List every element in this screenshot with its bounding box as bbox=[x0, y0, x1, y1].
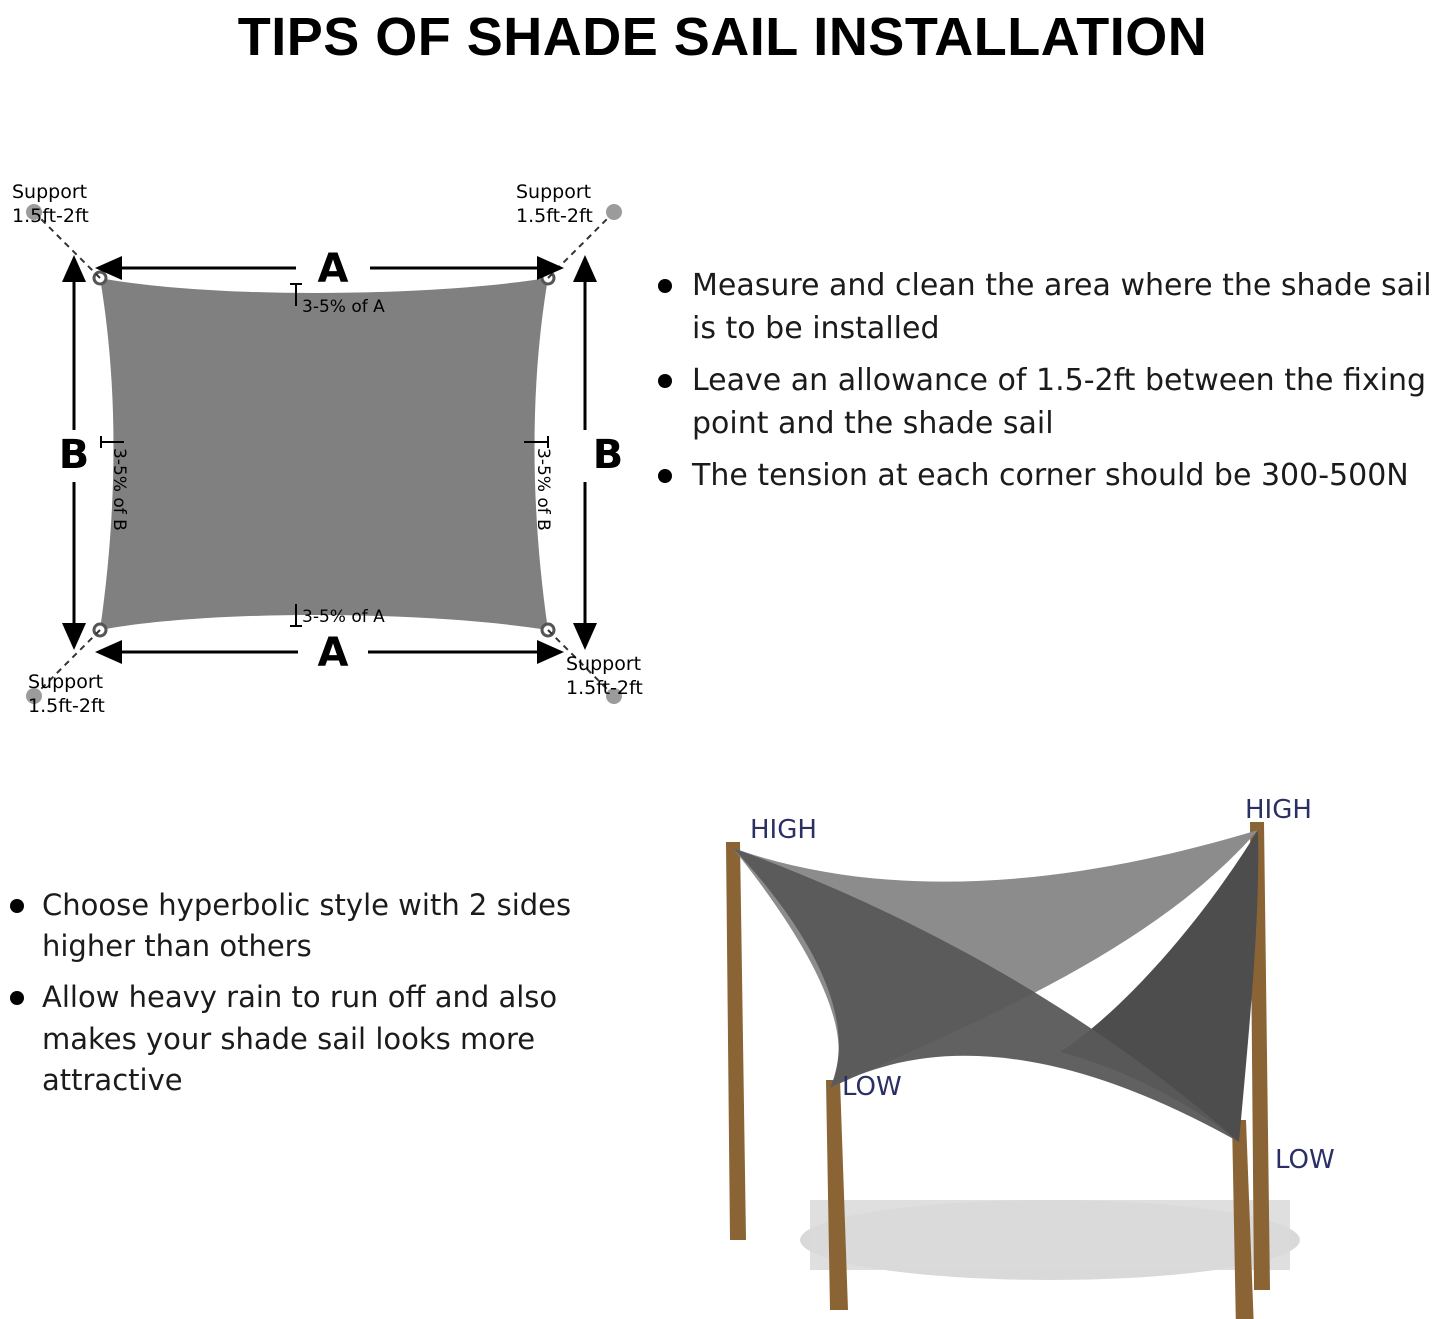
page-title: TIPS OF SHADE SAIL INSTALLATION bbox=[237, 7, 1208, 67]
bullet-dot-icon bbox=[658, 374, 672, 388]
dimension-label-right-B: B bbox=[592, 432, 624, 478]
list-item bbox=[0, 885, 620, 967]
rectangle-sail-diagram bbox=[0, 160, 660, 740]
dimension-label-bottom-A: A bbox=[317, 630, 349, 676]
tips-list-bottom bbox=[0, 885, 620, 1111]
post-low-left bbox=[826, 1080, 848, 1310]
label-high-left: HIGH bbox=[750, 815, 817, 845]
support-label-bottom-left-line2: 1.5ft-2ft bbox=[28, 695, 105, 717]
support-label-top-right-line1: Support bbox=[516, 181, 592, 203]
post-high-left bbox=[726, 842, 746, 1240]
bullet-dot-icon bbox=[10, 899, 24, 913]
list-item bbox=[648, 360, 1445, 445]
label-low-right: LOW bbox=[1275, 1145, 1335, 1175]
label-high-right: HIGH bbox=[1245, 795, 1312, 825]
dimension-label-top-A: A bbox=[317, 246, 349, 292]
curve-label-top: 3-5% of A bbox=[302, 297, 385, 317]
list-item-text: Measure and clean the area where the shade sail is to be installed bbox=[692, 268, 1432, 346]
sail-shape bbox=[100, 278, 548, 630]
hyperbolic-sail-diagram bbox=[630, 770, 1445, 1319]
list-item-text: The tension at each corner should be 300-500N bbox=[692, 458, 1409, 494]
list-item bbox=[648, 265, 1445, 350]
list-item-text: Allow heavy rain to run off and also makes your shade sail looks more attractive bbox=[42, 980, 558, 1097]
support-label-top-right-line2: 1.5ft-2ft bbox=[516, 205, 593, 227]
support-label-top-left-line2: 1.5ft-2ft bbox=[12, 205, 89, 227]
list-item-text: Leave an allowance of 1.5-2ft between the fixing point and the shade sail bbox=[692, 363, 1427, 441]
tips-list-top bbox=[648, 265, 1445, 508]
list-item-text: Choose hyperbolic style with 2 sides higher than others bbox=[42, 888, 572, 964]
support-line-top-right bbox=[548, 218, 608, 278]
bullet-dot-icon bbox=[658, 469, 672, 483]
dimension-label-left-B: B bbox=[58, 432, 90, 478]
support-label-bottom-right-line1: Support bbox=[566, 653, 642, 675]
support-label-bottom-right-line2: 1.5ft-2ft bbox=[566, 677, 643, 699]
curve-label-left: 3-5% of B bbox=[109, 448, 129, 531]
bullet-dot-icon bbox=[10, 991, 24, 1005]
list-item bbox=[0, 977, 620, 1101]
curve-label-right: 3-5% of B bbox=[533, 448, 553, 531]
anchor-dot-top-right bbox=[606, 204, 622, 220]
list-item bbox=[648, 455, 1445, 498]
curve-label-bottom: 3-5% of A bbox=[302, 607, 385, 627]
ground-shadow-rect bbox=[810, 1200, 1290, 1270]
support-line-top-left bbox=[40, 218, 100, 278]
label-low-left: LOW bbox=[842, 1072, 902, 1102]
bullet-dot-icon bbox=[658, 279, 672, 293]
support-label-top-left-line1: Support bbox=[12, 181, 88, 203]
support-label-bottom-left-line1: Support bbox=[28, 671, 104, 693]
